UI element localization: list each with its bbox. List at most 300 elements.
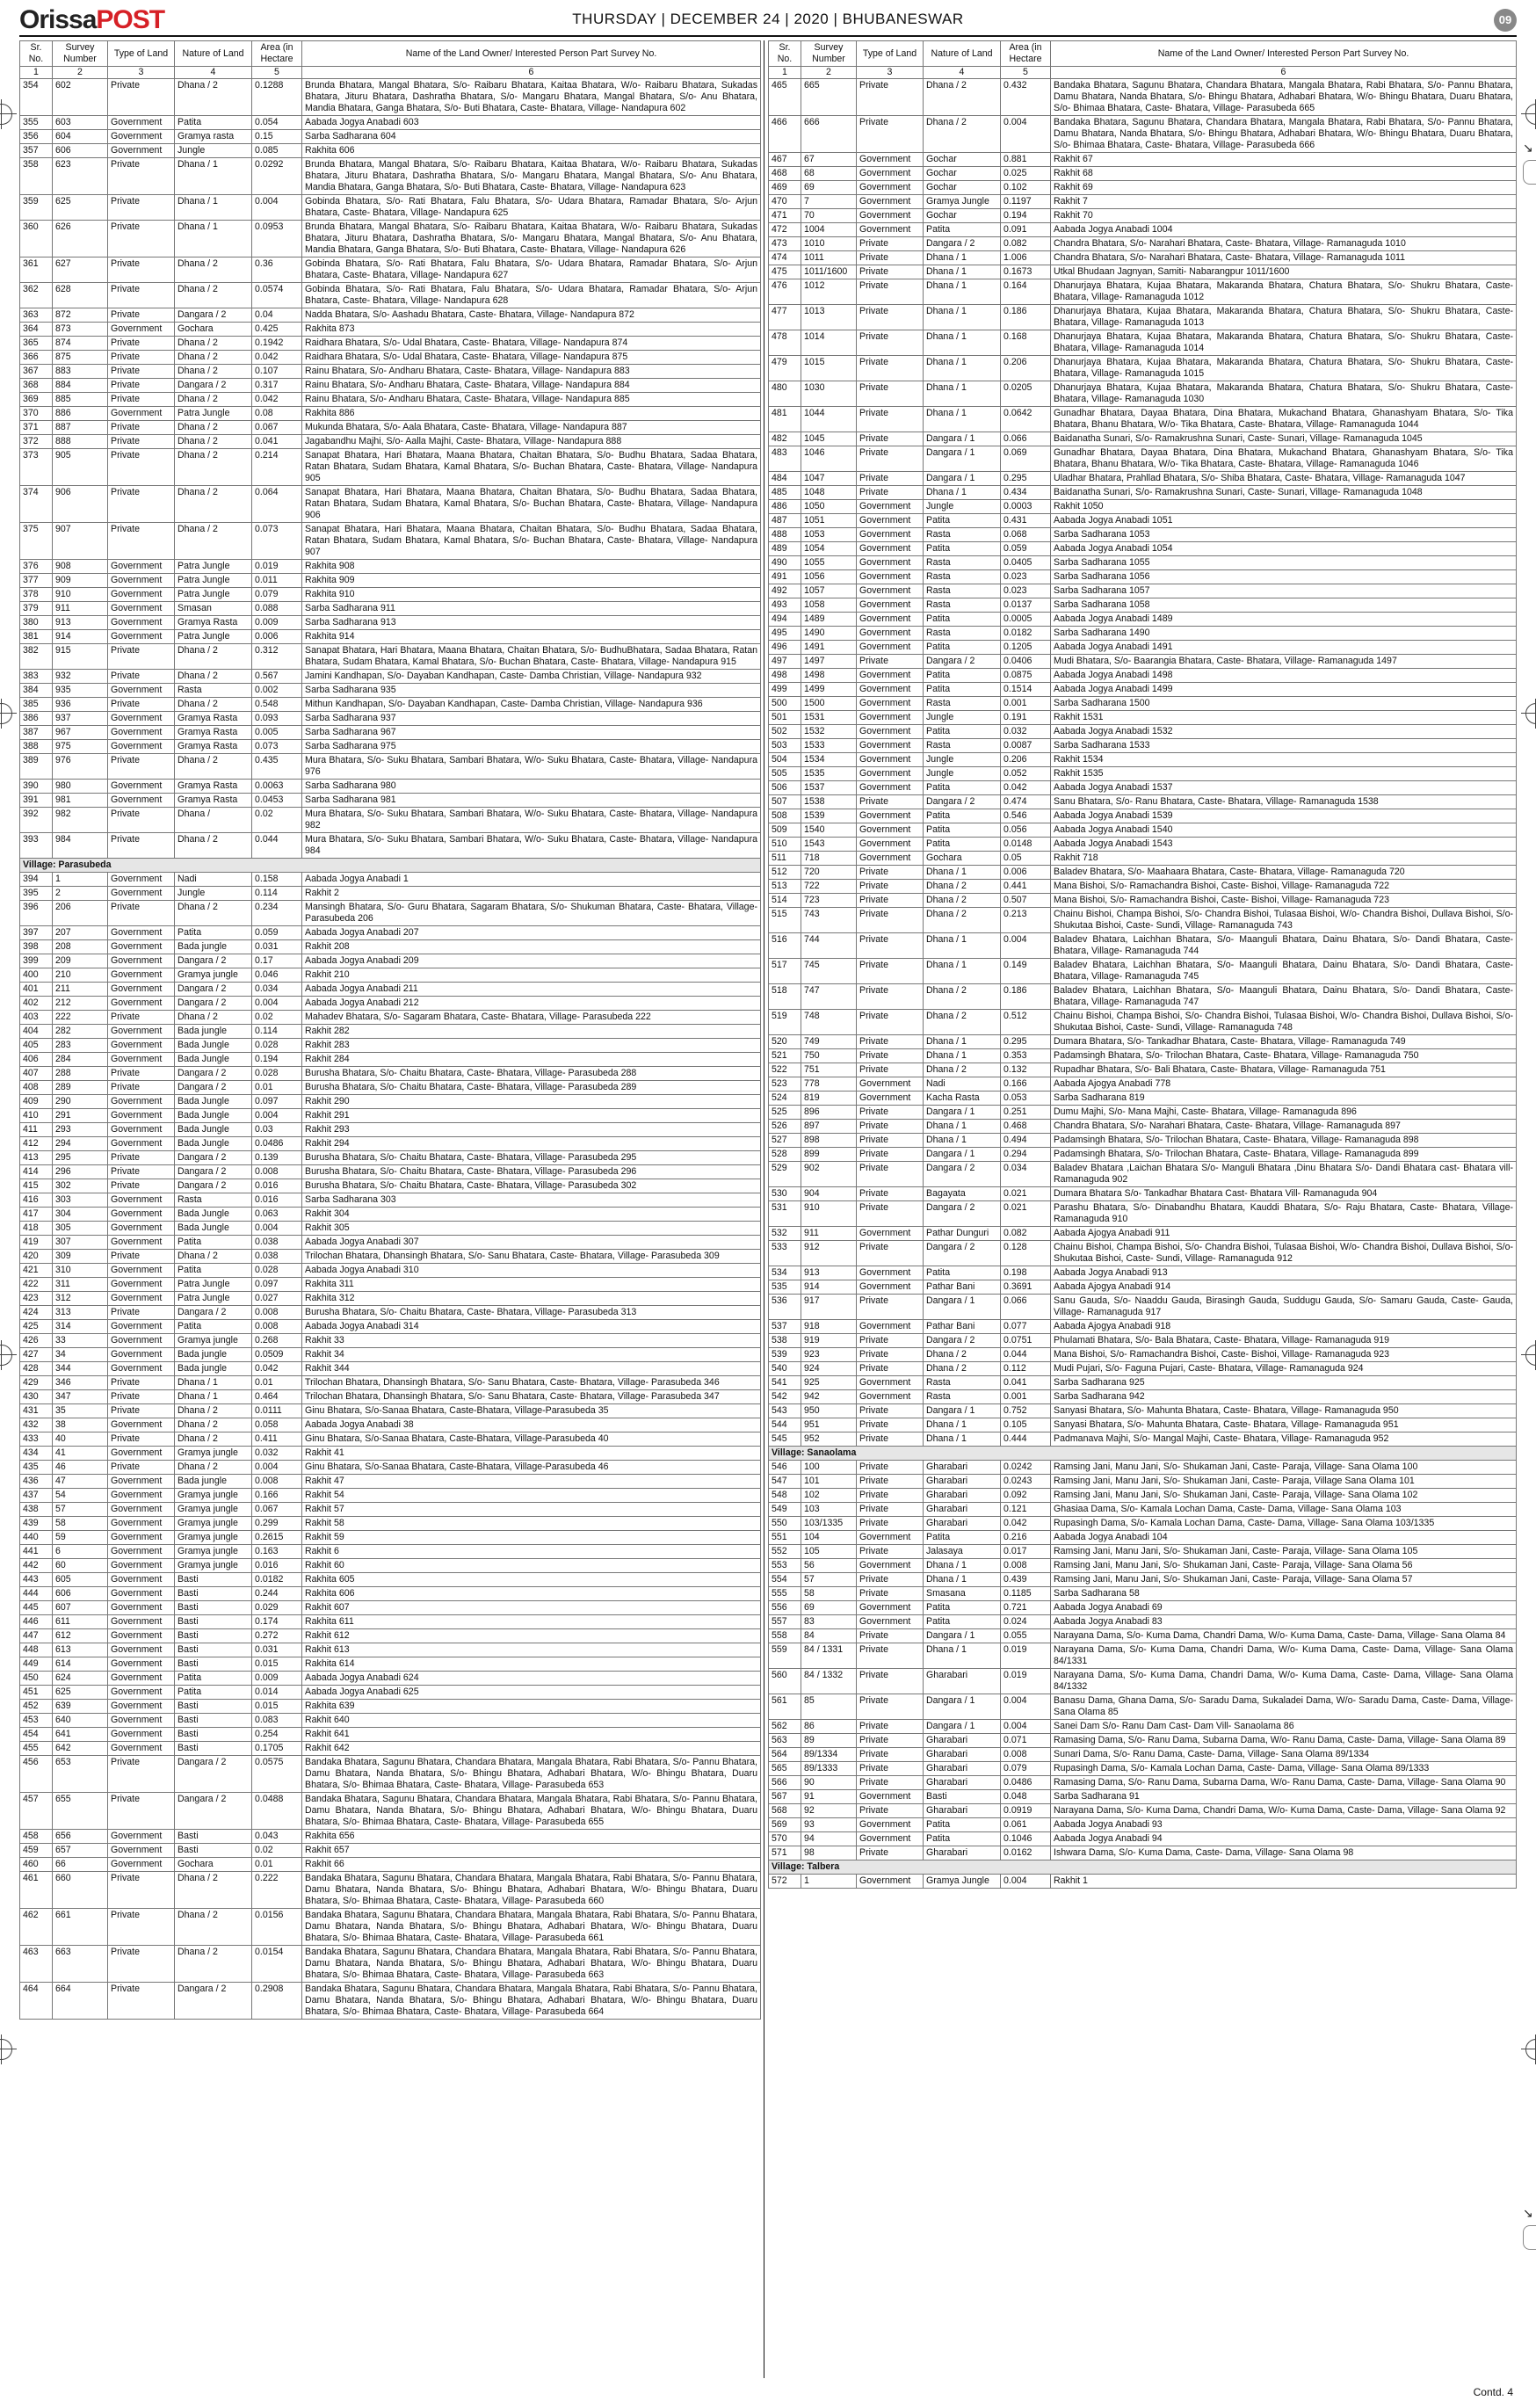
table-row bbox=[20, 1643, 761, 1657]
cell-survey-number: 34 bbox=[53, 1348, 108, 1362]
cell-owner: Sunari Dama, S/o- Ranu Dama, Caste- Dama, Village- Sana Olama 89/1334 bbox=[1051, 1748, 1517, 1762]
cell-sr-no: 515 bbox=[769, 908, 801, 933]
table-row bbox=[20, 1067, 761, 1081]
cell-type-of-land: Government bbox=[108, 1858, 175, 1872]
cell-sr-no: 428 bbox=[20, 1362, 53, 1376]
table-row bbox=[20, 1418, 761, 1432]
cell-sr-no: 512 bbox=[769, 866, 801, 880]
left-column bbox=[19, 40, 761, 2020]
table-row bbox=[20, 1292, 761, 1306]
table-row bbox=[769, 725, 1517, 739]
cell-survey-number: 910 bbox=[53, 588, 108, 602]
cell-sr-no: 516 bbox=[769, 933, 801, 959]
table-row bbox=[769, 1432, 1517, 1447]
cell-type-of-land: Government bbox=[108, 574, 175, 588]
cell-nature-of-land: Bada jungle bbox=[175, 1475, 252, 1489]
cell-survey-number: 911 bbox=[53, 602, 108, 616]
side-arrow-icon: ↘ bbox=[1523, 2206, 1533, 2220]
cell-owner: Rakhita 656 bbox=[302, 1830, 761, 1844]
cell-owner: Ramsing Jani, Manu Jani, S/o- Shukaman Jani, Caste- Paraja, Village- Sana Olama 100 bbox=[1051, 1461, 1517, 1475]
cell-nature-of-land: Patra Jungle bbox=[175, 574, 252, 588]
cell-area: 0.004 bbox=[1001, 1875, 1051, 1889]
cell-sr-no: 421 bbox=[20, 1264, 53, 1278]
cell-owner: Rakhita 914 bbox=[302, 630, 761, 644]
cell-sr-no: 446 bbox=[20, 1615, 53, 1629]
cell-survey-number: 744 bbox=[801, 933, 857, 959]
cell-sr-no: 461 bbox=[20, 1872, 53, 1909]
cell-area: 0.008 bbox=[252, 1306, 302, 1320]
cell-type-of-land: Private bbox=[857, 1762, 924, 1776]
village-heading-row bbox=[769, 1860, 1517, 1875]
cell-nature-of-land: Basti bbox=[175, 1629, 252, 1643]
cell-owner: Chainu Bishoi, Champa Bishoi, S/o- Chandra Bishoi, Tulasaa Bishoi, W/o- Chandra Bishoi, Dullava Bishoi, S/o- Shukutaa Bishoi, Caste- Sundi, Village- Ramanaguda 748 bbox=[1051, 1010, 1517, 1035]
cell-area: 0.016 bbox=[252, 1179, 302, 1193]
cell-survey-number: 951 bbox=[801, 1418, 857, 1432]
cell-area: 0.425 bbox=[252, 323, 302, 337]
table-row bbox=[769, 1035, 1517, 1049]
cell-survey-number: 607 bbox=[53, 1601, 108, 1615]
cell-sr-no: 494 bbox=[769, 613, 801, 627]
cell-survey-number: 913 bbox=[801, 1266, 857, 1280]
cell-survey-number: 661 bbox=[53, 1909, 108, 1946]
cell-survey-number: 664 bbox=[53, 1983, 108, 2020]
cell-type-of-land: Private bbox=[857, 407, 924, 432]
cell-nature-of-land: Bada jungle bbox=[175, 1348, 252, 1362]
cell-type-of-land: Private bbox=[108, 486, 175, 523]
cell-area: 0.055 bbox=[1001, 1629, 1051, 1643]
cell-survey-number: 103 bbox=[801, 1503, 857, 1517]
cell-owner: Aabada Jogya Anabadi 307 bbox=[302, 1236, 761, 1250]
table-row bbox=[769, 1201, 1517, 1227]
cell-nature-of-land: Basti bbox=[175, 1830, 252, 1844]
cell-sr-no: 481 bbox=[769, 407, 801, 432]
cell-type-of-land: Private bbox=[857, 866, 924, 880]
cell-owner: Baidanatha Sunari, S/o- Ramakrushna Sunari, Caste- Sunari, Village- Ramanaguda 1045 bbox=[1051, 432, 1517, 446]
cell-owner: Gobinda Bhatara, S/o- Rati Bhatara, Falu Bhatara, S/o- Udara Bhatara, Ramadar Bhatara, S/o- Arjun Bhatara, Caste- Bhatara, Village- Nandapura 627 bbox=[302, 257, 761, 283]
header-owner: Name of the Land Owner/ Interested Person Part Survey No. bbox=[1051, 41, 1517, 67]
cell-type-of-land: Government bbox=[857, 683, 924, 697]
cell-sr-no: 429 bbox=[20, 1376, 53, 1390]
table-row bbox=[20, 1081, 761, 1095]
cell-nature-of-land: Gramya jungle bbox=[175, 1545, 252, 1559]
cell-area: 0.079 bbox=[1001, 1762, 1051, 1776]
table-row bbox=[769, 1280, 1517, 1295]
cell-nature-of-land: Gramya jungle bbox=[175, 1559, 252, 1573]
table-row bbox=[20, 523, 761, 560]
cell-owner: Aabada Jogya Anabadi 1051 bbox=[1051, 514, 1517, 528]
cell-area: 0.206 bbox=[1001, 753, 1051, 767]
cell-nature-of-land: Gharabari bbox=[924, 1669, 1001, 1694]
cell-nature-of-land: Gharabari bbox=[924, 1846, 1001, 1860]
cell-owner: Aabada Jogya Anabadi 38 bbox=[302, 1418, 761, 1432]
cell-survey-number: 54 bbox=[53, 1489, 108, 1503]
cell-owner: Sarba Sadharana 1056 bbox=[1051, 570, 1517, 584]
cell-survey-number: 84 bbox=[801, 1629, 857, 1643]
cell-owner: Rakhit 41 bbox=[302, 1447, 761, 1461]
cell-sr-no: 475 bbox=[769, 265, 801, 279]
cell-area: 0.251 bbox=[1001, 1106, 1051, 1120]
cell-survey-number: 296 bbox=[53, 1165, 108, 1179]
cell-nature-of-land: Dhana / 2 bbox=[175, 79, 252, 116]
cell-nature-of-land: Dhana / 2 bbox=[175, 1946, 252, 1983]
cell-area: 0.512 bbox=[1001, 1010, 1051, 1035]
cell-owner: Baladev Bhatara, Laichhan Bhatara, S/o- Maanguli Bhatara, Dainu Bhatara, S/o- Dandi Bhatara, Caste- Bhatara, Village- Ramanaguda 745 bbox=[1051, 959, 1517, 984]
cell-survey-number: 47 bbox=[53, 1475, 108, 1489]
cell-nature-of-land: Rasta bbox=[924, 570, 1001, 584]
cell-nature-of-land: Patita bbox=[924, 781, 1001, 795]
cell-owner: Trilochan Bhatara, Dhansingh Bhatara, S/o- Sanu Bhatara, Caste- Bhatara, Village- Parasubeda 347 bbox=[302, 1390, 761, 1404]
cell-owner: Aabada Ajogya Anabadi 914 bbox=[1051, 1280, 1517, 1295]
cell-owner: Rakhita 606 bbox=[302, 144, 761, 158]
cell-type-of-land: Government bbox=[108, 588, 175, 602]
cell-owner: Rakhit 282 bbox=[302, 1025, 761, 1039]
cell-area: 0.042 bbox=[1001, 781, 1051, 795]
cell-owner: Dhanurjaya Bhatara, Kujaa Bhatara, Makaranda Bhatara, Chatura Bhatara, S/o- Shukru Bhatara, Caste- Bhatara, Village- Ramanaguda 1012 bbox=[1051, 279, 1517, 305]
cell-owner: Rakhit 7 bbox=[1051, 195, 1517, 209]
cell-area: 0.015 bbox=[252, 1657, 302, 1672]
cell-nature-of-land: Rasta bbox=[924, 584, 1001, 598]
cell-owner: Aabada Jogya Anabadi 314 bbox=[302, 1320, 761, 1334]
table-row bbox=[20, 1672, 761, 1686]
cell-nature-of-land: Dangara / 2 bbox=[175, 1306, 252, 1320]
cell-nature-of-land: Dhana / 2 bbox=[924, 1362, 1001, 1376]
table-row bbox=[20, 1053, 761, 1067]
registration-mark-icon bbox=[0, 2039, 12, 2060]
cell-sr-no: 495 bbox=[769, 627, 801, 641]
village-heading: Village: Parasubeda bbox=[20, 859, 761, 873]
cell-owner: Aabada Jogya Anabadi 1537 bbox=[1051, 781, 1517, 795]
cell-area: 0.067 bbox=[252, 421, 302, 435]
cell-nature-of-land: Gramya jungle bbox=[175, 1489, 252, 1503]
cell-nature-of-land: Dhana / 1 bbox=[175, 1376, 252, 1390]
cell-sr-no: 522 bbox=[769, 1063, 801, 1077]
cell-nature-of-land: Dangara / 1 bbox=[924, 472, 1001, 486]
cell-area: 0.042 bbox=[1001, 1517, 1051, 1531]
column-number: 2 bbox=[53, 67, 108, 79]
cell-sr-no: 382 bbox=[20, 644, 53, 670]
registration-mark-icon bbox=[1525, 2039, 1536, 2060]
cell-sr-no: 552 bbox=[769, 1545, 801, 1559]
table-row bbox=[20, 1629, 761, 1643]
cell-sr-no: 498 bbox=[769, 669, 801, 683]
cell-survey-number: 918 bbox=[801, 1320, 857, 1334]
table-row bbox=[20, 1179, 761, 1193]
cell-sr-no: 521 bbox=[769, 1049, 801, 1063]
cell-nature-of-land: Gochar bbox=[924, 153, 1001, 167]
cell-area: 0.15 bbox=[252, 130, 302, 144]
cell-type-of-land: Government bbox=[108, 1222, 175, 1236]
cell-survey-number: 1046 bbox=[801, 446, 857, 472]
continued-note: Contd. 4 bbox=[1473, 2386, 1513, 2398]
cell-survey-number: 750 bbox=[801, 1049, 857, 1063]
cell-nature-of-land: Patita bbox=[175, 926, 252, 940]
cell-area: 0.042 bbox=[252, 393, 302, 407]
table-row bbox=[20, 1109, 761, 1123]
cell-sr-no: 379 bbox=[20, 602, 53, 616]
cell-area: 0.0005 bbox=[1001, 613, 1051, 627]
cell-type-of-land: Private bbox=[857, 1503, 924, 1517]
cell-sr-no: 470 bbox=[769, 195, 801, 209]
land-table-left bbox=[19, 40, 761, 2020]
cell-survey-number: 919 bbox=[801, 1334, 857, 1348]
cell-nature-of-land: Dangara / 2 bbox=[924, 1241, 1001, 1266]
cell-type-of-land: Private bbox=[108, 365, 175, 379]
cell-owner: Rakhit 54 bbox=[302, 1489, 761, 1503]
cell-survey-number: 69 bbox=[801, 1601, 857, 1615]
cell-nature-of-land: Dhana / 1 bbox=[924, 356, 1001, 381]
cell-area: 0.0156 bbox=[252, 1909, 302, 1946]
table-row bbox=[20, 670, 761, 684]
cell-type-of-land: Private bbox=[857, 1432, 924, 1447]
cell-survey-number: 1056 bbox=[801, 570, 857, 584]
cell-survey-number: 347 bbox=[53, 1390, 108, 1404]
registration-mark-icon bbox=[1525, 104, 1536, 125]
table-row bbox=[769, 655, 1517, 669]
table-row bbox=[769, 1503, 1517, 1517]
cell-owner: Bandaka Bhatara, Sagunu Bhatara, Chandara Bhatara, Mangala Bhatara, Rabi Bhatara, S/o- Pannu Bhatara, Damu Bhatara, Nanda Bhatara, S/o- Bhingu Bhatara, Adhabari Bhatara, W/o- Bhingu Bhatara, Duaru Bhatara, S/o- Bhimaa Bhatara, Caste- Bhatara, Village- Parasubeda 665 bbox=[1051, 79, 1517, 116]
cell-area: 0.0003 bbox=[1001, 500, 1051, 514]
cell-nature-of-land: Dhana / 1 bbox=[924, 933, 1001, 959]
table-row bbox=[20, 1278, 761, 1292]
cell-sr-no: 503 bbox=[769, 739, 801, 753]
cell-survey-number: 912 bbox=[801, 1241, 857, 1266]
side-tab-icon bbox=[1523, 2225, 1536, 2250]
cell-sr-no: 435 bbox=[20, 1461, 53, 1475]
cell-type-of-land: Government bbox=[108, 780, 175, 794]
cell-area: 0.299 bbox=[252, 1517, 302, 1531]
cell-area: 0.064 bbox=[252, 486, 302, 523]
cell-survey-number: 2 bbox=[53, 887, 108, 901]
cell-area: 0.186 bbox=[1001, 984, 1051, 1010]
cell-nature-of-land: Patra Jungle bbox=[175, 630, 252, 644]
cell-owner: Ginu Bhatara, S/o-Sanaa Bhatara, Caste-Bhatara, Village-Parasubeda 46 bbox=[302, 1461, 761, 1475]
cell-survey-number: 289 bbox=[53, 1081, 108, 1095]
cell-nature-of-land: Patita bbox=[175, 1264, 252, 1278]
cell-nature-of-land: Dhana / 1 bbox=[924, 1559, 1001, 1573]
cell-owner: Rakhit 294 bbox=[302, 1137, 761, 1151]
table-row bbox=[20, 1222, 761, 1236]
cell-nature-of-land: Patita bbox=[924, 725, 1001, 739]
cell-nature-of-land: Dhana / 2 bbox=[924, 1348, 1001, 1362]
cell-area: 0.071 bbox=[1001, 1734, 1051, 1748]
cell-owner: Aabada Jogya Anabadi 1539 bbox=[1051, 809, 1517, 823]
cell-survey-number: 935 bbox=[53, 684, 108, 698]
cell-sr-no: 547 bbox=[769, 1475, 801, 1489]
cell-type-of-land: Private bbox=[108, 1376, 175, 1390]
column-number: 3 bbox=[857, 67, 924, 79]
cell-nature-of-land: Gharabari bbox=[924, 1475, 1001, 1489]
cell-nature-of-land: Gramya Rasta bbox=[175, 726, 252, 740]
cell-sr-no: 545 bbox=[769, 1432, 801, 1447]
table-row bbox=[20, 308, 761, 323]
cell-area: 0.028 bbox=[252, 1067, 302, 1081]
table-row bbox=[20, 1793, 761, 1830]
cell-sr-no: 483 bbox=[769, 446, 801, 472]
cell-owner: Ramsing Jani, Manu Jani, S/o- Shukaman Jani, Caste- Paraja, Village- Sana Olama 102 bbox=[1051, 1489, 1517, 1503]
cell-nature-of-land: Gramya Rasta bbox=[175, 712, 252, 726]
cell-type-of-land: Private bbox=[857, 237, 924, 251]
cell-type-of-land: Government bbox=[108, 1531, 175, 1545]
cell-sr-no: 502 bbox=[769, 725, 801, 739]
cell-sr-no: 485 bbox=[769, 486, 801, 500]
cell-survey-number: 639 bbox=[53, 1700, 108, 1714]
table-row bbox=[769, 880, 1517, 894]
cell-owner: Rakhit 60 bbox=[302, 1559, 761, 1573]
cell-type-of-land: Government bbox=[857, 514, 924, 528]
table-row bbox=[769, 894, 1517, 908]
cell-owner: Aabada Jogya Anabadi 1498 bbox=[1051, 669, 1517, 683]
cell-area: 0.025 bbox=[1001, 167, 1051, 181]
cell-nature-of-land: Smasana bbox=[924, 1587, 1001, 1601]
cell-type-of-land: Government bbox=[108, 887, 175, 901]
cell-survey-number: 1538 bbox=[801, 795, 857, 809]
table-row bbox=[769, 1573, 1517, 1587]
cell-nature-of-land: Rasta bbox=[175, 1193, 252, 1208]
cell-owner: Rakhit 291 bbox=[302, 1109, 761, 1123]
cell-area: 0.08 bbox=[252, 407, 302, 421]
cell-area: 0.0182 bbox=[1001, 627, 1051, 641]
cell-sr-no: 501 bbox=[769, 711, 801, 725]
cell-type-of-land: Government bbox=[108, 1418, 175, 1432]
cell-type-of-land: Private bbox=[857, 305, 924, 330]
cell-owner: Brunda Bhatara, Mangal Bhatara, S/o- Raibaru Bhatara, Kaitaa Bhatara, W/o- Raibaru Bhatara, Sukadas Bhatara, Jituru Bhatara, Dashratha Bhatara, S/o- Mangaru Bhatara, Mangal Bhatara, S/o- Anu Bhatara, Mandia Bhatara, Ganga Bhatara, S/o- Buti Bhatara, Caste- Bhatara, Village- Nandapura 626 bbox=[302, 221, 761, 257]
cell-owner: Padamsingh Bhatara, S/o- Trilochan Bhatara, Caste- Bhatara, Village- Ramanaguda 898 bbox=[1051, 1134, 1517, 1148]
cell-survey-number: 311 bbox=[53, 1278, 108, 1292]
cell-type-of-land: Government bbox=[857, 195, 924, 209]
cell-sr-no: 527 bbox=[769, 1134, 801, 1148]
cell-owner: Rakhit 613 bbox=[302, 1643, 761, 1657]
cell-nature-of-land: Dhana / 2 bbox=[175, 365, 252, 379]
table-row bbox=[20, 1615, 761, 1629]
table-row bbox=[20, 560, 761, 574]
table-row bbox=[769, 1669, 1517, 1694]
cell-nature-of-land: Patita bbox=[175, 1236, 252, 1250]
cell-type-of-land: Government bbox=[857, 167, 924, 181]
cell-nature-of-land: Dhana / 2 bbox=[175, 901, 252, 926]
cell-nature-of-land: Rasta bbox=[924, 1390, 1001, 1404]
cell-owner: Bandaka Bhatara, Sagunu Bhatara, Chandara Bhatara, Mangala Bhatara, Rabi Bhatara, S/o- Pannu Bhatara, Damu Bhatara, Nanda Bhatara, S/o- Bhingu Bhatara, Adhabari Bhatara, W/o- Bhingu Bhatara, Duaru Bhatara, S/o- Bhimaa Bhatara, Caste- Bhatara, Village- Parasubeda 661 bbox=[302, 1909, 761, 1946]
cell-owner: Trilochan Bhatara, Dhansingh Bhatara, S/o- Sanu Bhatara, Caste- Bhatara, Village- Parasubeda 309 bbox=[302, 1250, 761, 1264]
table-row bbox=[769, 356, 1517, 381]
cell-survey-number: 1053 bbox=[801, 528, 857, 542]
table-row bbox=[20, 968, 761, 983]
cell-sr-no: 531 bbox=[769, 1201, 801, 1227]
cell-area: 0.198 bbox=[1001, 1266, 1051, 1280]
cell-owner: Rakhita 606 bbox=[302, 1587, 761, 1601]
cell-survey-number: 720 bbox=[801, 866, 857, 880]
cell-sr-no: 383 bbox=[20, 670, 53, 684]
cell-area: 0.168 bbox=[1001, 330, 1051, 356]
cell-sr-no: 468 bbox=[769, 167, 801, 181]
cell-area: 0.166 bbox=[1001, 1077, 1051, 1092]
cell-survey-number: 68 bbox=[801, 167, 857, 181]
cell-sr-no: 448 bbox=[20, 1643, 53, 1657]
cell-survey-number: 1540 bbox=[801, 823, 857, 838]
cell-area: 0.107 bbox=[252, 365, 302, 379]
cell-survey-number: 1045 bbox=[801, 432, 857, 446]
cell-owner: Aabada Jogya Anabadi 1 bbox=[302, 873, 761, 887]
cell-sr-no: 562 bbox=[769, 1720, 801, 1734]
cell-sr-no: 534 bbox=[769, 1266, 801, 1280]
cell-sr-no: 432 bbox=[20, 1418, 53, 1432]
cell-sr-no: 459 bbox=[20, 1844, 53, 1858]
cell-type-of-land: Private bbox=[108, 670, 175, 684]
cell-type-of-land: Government bbox=[857, 641, 924, 655]
cell-type-of-land: Government bbox=[108, 740, 175, 754]
cell-nature-of-land: Dangara / 2 bbox=[175, 1165, 252, 1179]
table-row bbox=[769, 1106, 1517, 1120]
cell-nature-of-land: Dhana / 1 bbox=[924, 1573, 1001, 1587]
cell-survey-number: 84 / 1332 bbox=[801, 1669, 857, 1694]
cell-survey-number: 294 bbox=[53, 1137, 108, 1151]
cell-owner: Rakhit 58 bbox=[302, 1517, 761, 1531]
cell-nature-of-land: Gramya Jungle bbox=[924, 195, 1001, 209]
cell-area: 0.432 bbox=[1001, 79, 1051, 116]
cell-type-of-land: Private bbox=[108, 1179, 175, 1193]
cell-survey-number: 967 bbox=[53, 726, 108, 740]
table-row bbox=[20, 1531, 761, 1545]
cell-owner: Sarba Sadharana 604 bbox=[302, 130, 761, 144]
cell-type-of-land: Private bbox=[108, 1872, 175, 1909]
cell-survey-number: 602 bbox=[53, 79, 108, 116]
cell-type-of-land: Government bbox=[857, 852, 924, 866]
cell-type-of-land: Private bbox=[857, 984, 924, 1010]
table-row bbox=[769, 1266, 1517, 1280]
cell-type-of-land: Private bbox=[108, 644, 175, 670]
cell-sr-no: 418 bbox=[20, 1222, 53, 1236]
registration-mark-icon bbox=[0, 703, 12, 724]
cell-type-of-land: Private bbox=[108, 698, 175, 712]
cell-type-of-land: Private bbox=[857, 1461, 924, 1475]
cell-owner: Raidhara Bhatara, S/o- Udal Bhatara, Caste- Bhatara, Village- Nandapura 874 bbox=[302, 337, 761, 351]
table-row bbox=[769, 1517, 1517, 1531]
cell-type-of-land: Government bbox=[108, 940, 175, 954]
table-row bbox=[20, 712, 761, 726]
table-row bbox=[20, 283, 761, 308]
cell-survey-number: 210 bbox=[53, 968, 108, 983]
cell-area: 0.006 bbox=[1001, 866, 1051, 880]
cell-nature-of-land: Patita bbox=[924, 838, 1001, 852]
cell-area: 0.002 bbox=[252, 684, 302, 698]
table-row bbox=[20, 158, 761, 195]
table-row bbox=[20, 1573, 761, 1587]
cell-owner: Rakhita 611 bbox=[302, 1615, 761, 1629]
cell-area: 0.008 bbox=[1001, 1559, 1051, 1573]
cell-sr-no: 487 bbox=[769, 514, 801, 528]
cell-area: 0.01 bbox=[252, 1858, 302, 1872]
cell-area: 0.03 bbox=[252, 1123, 302, 1137]
cell-type-of-land: Government bbox=[857, 838, 924, 852]
village-heading: Village: Sanaolama bbox=[769, 1447, 1517, 1461]
cell-nature-of-land: Dhana / 2 bbox=[175, 257, 252, 283]
cell-owner: Sarba Sadharana 1490 bbox=[1051, 627, 1517, 641]
table-row bbox=[769, 570, 1517, 584]
cell-survey-number: 344 bbox=[53, 1362, 108, 1376]
cell-survey-number: 288 bbox=[53, 1067, 108, 1081]
cell-nature-of-land: Patita bbox=[924, 823, 1001, 838]
cell-nature-of-land: Dhana / 2 bbox=[175, 1872, 252, 1909]
cell-survey-number: 748 bbox=[801, 1010, 857, 1035]
cell-sr-no: 390 bbox=[20, 780, 53, 794]
cell-owner: Ramsing Jani, Manu Jani, S/o- Shukaman Jani, Caste- Paraja, Village- Sana Olama 105 bbox=[1051, 1545, 1517, 1559]
cell-survey-number: 1490 bbox=[801, 627, 857, 641]
cell-type-of-land: Private bbox=[857, 1241, 924, 1266]
cell-sr-no: 433 bbox=[20, 1432, 53, 1447]
cell-type-of-land: Private bbox=[857, 1804, 924, 1818]
cell-survey-number: 83 bbox=[801, 1615, 857, 1629]
cell-owner: Rakhita 910 bbox=[302, 588, 761, 602]
cell-owner: Sanapat Bhatara, Hari Bhatara, Maana Bhatara, Chaitan Bhatara, S/o- Budhu Bhatara, Sadaa Bhatara, Ratan Bhatara, Sudam Bhatara, Kamal Bhatara, S/o- Buchan Bhatara, Caste- Bhatara, Village- Nandapura 907 bbox=[302, 523, 761, 560]
